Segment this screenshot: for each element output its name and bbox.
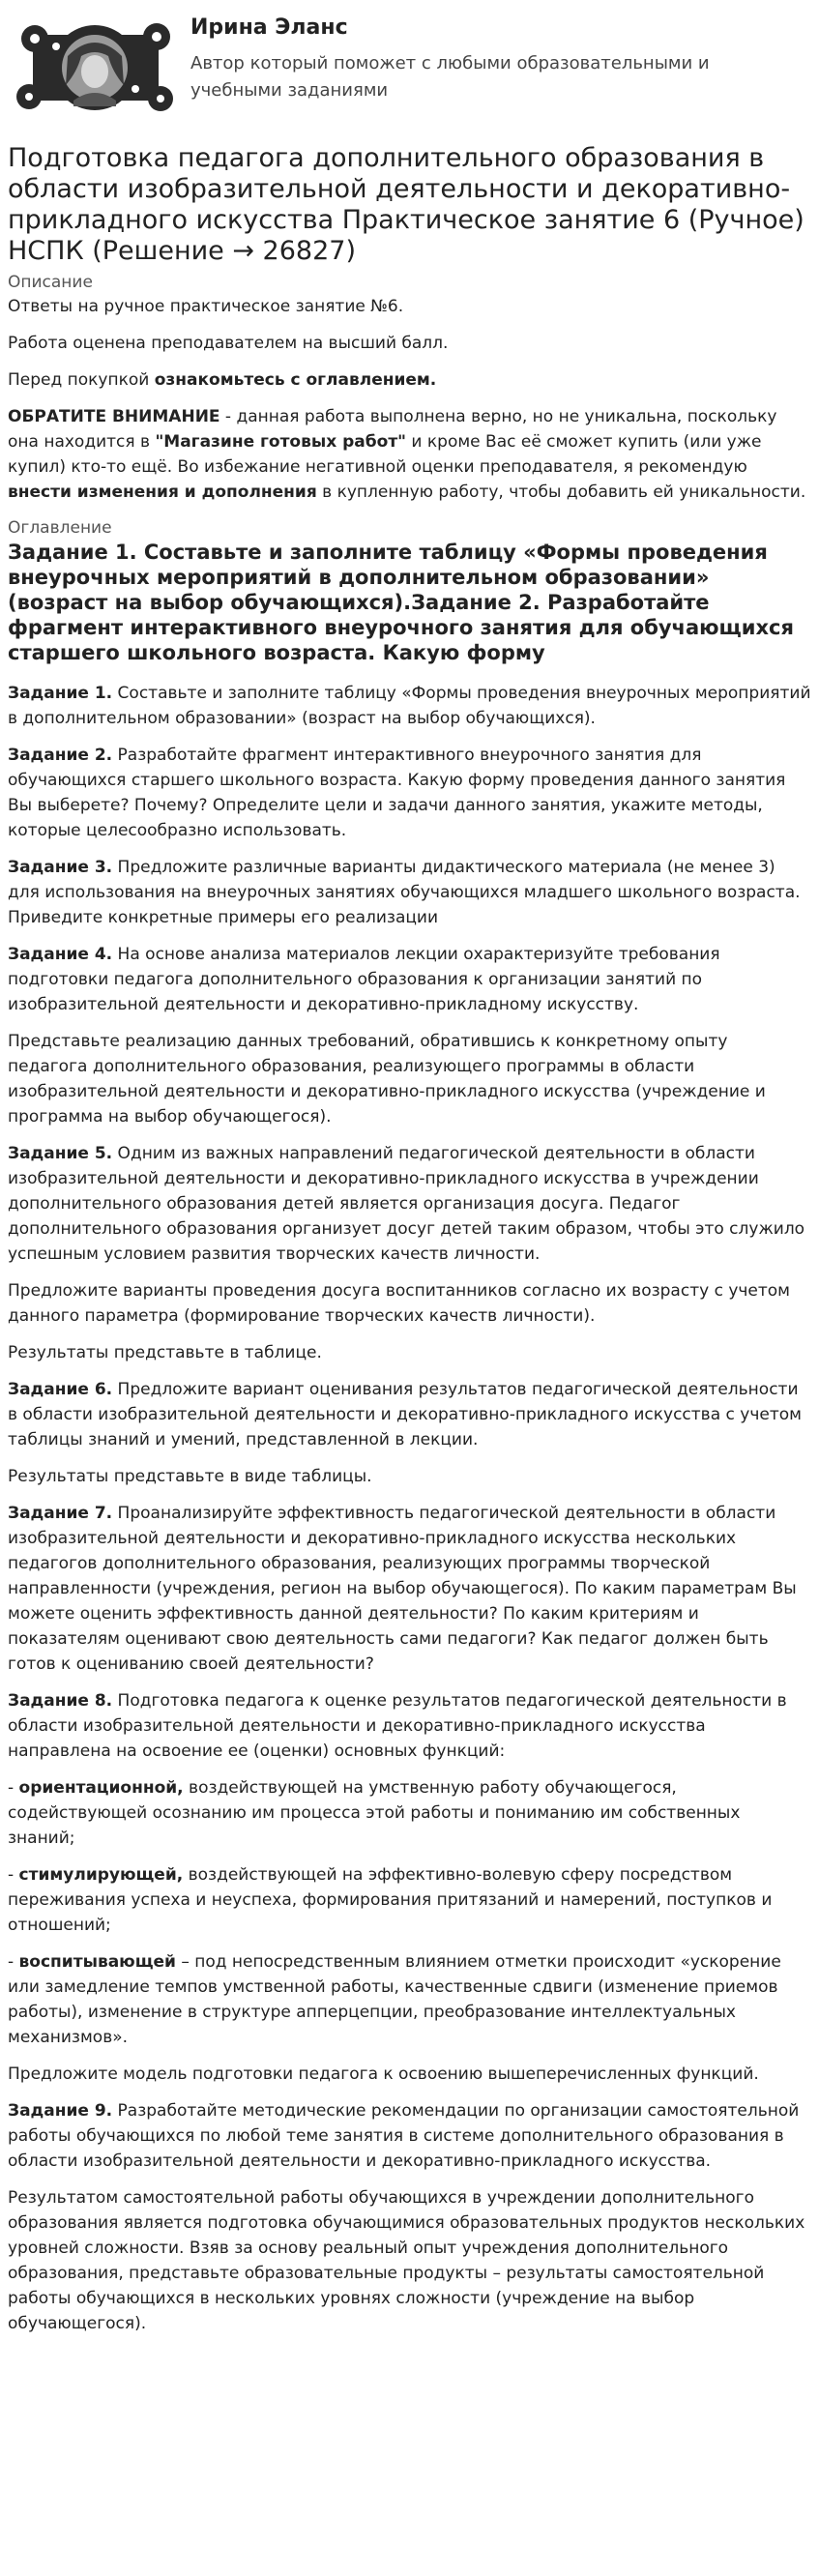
page-title: Подготовка педагога дополнительного образования в области изобразительной деятельности и декоративно-прикладного искусства Практическое занятие 6 (Ручное) НСПК (Решение → 26827) — [8, 143, 804, 266]
task-paragraph: Предложите модель подготовки педагога к освоению вышеперечисленных функций. — [8, 2064, 759, 2084]
task-paragraph — [8, 743, 811, 843]
task-label: Задание 1. — [8, 684, 113, 703]
toc-heading: Задание 1. Составьте и заполните таблицу «Формы проведения внеурочных мероприятий в дополнительном образовании» (возраст на выбор обучающихся).Задание 2. Разработайте фрагмент интерактивного внеурочного занятия для обучающихся старшего школьного возраста. Какую форму — [8, 541, 794, 664]
task-text: Подготовка педагога к оценке результатов педагогической деятельности в области изобразительной деятельности и декоративно-прикладного искусства направлена на освоение ее (оценки) основных функций: — [8, 1691, 787, 1761]
task-label: Задание 5. — [8, 1144, 113, 1163]
author-card[interactable] — [8, 0, 811, 135]
task-text: На основе анализа материалов лекции охарактеризуйте требования подготовки педагога дополнительного образования к организации занятий по изобразительной деятельности и декоративно-прикладному искусству. — [8, 945, 720, 1014]
text: – под непосредственным влиянием отметки происходит «ускорение или замедление темпов умственной работы, качественные сдвиги (изменение приемов работы), изменение в структуре апперцепции, преобразование интеллектуальных механизмов». — [8, 1952, 781, 2047]
bold-text: внести изменения и дополнения — [8, 483, 317, 502]
task-label: Задание 7. — [8, 1504, 113, 1523]
text: и кроме Вас её сможет купить (или уже купил) кто-то ещё. Во избежание негативной оценки преподавателя, я рекомендую — [8, 432, 762, 477]
description-line: Ответы на ручное практическое занятие №6. — [8, 297, 404, 316]
task-paragraph — [8, 1141, 811, 1267]
task-paragraph — [8, 1377, 811, 1452]
task-paragraph — [8, 855, 811, 930]
author-bio: Автор который поможет с любыми образовательными и учебными заданиями — [190, 53, 710, 101]
task-text: Разработайте фрагмент интерактивного внеурочного занятия для обучающихся старшего школьного возраста. Какую форму проведения данного занятия Вы выберете? Почему? Определите цели и задачи данного занятия, укажите методы, которые целесообразно использовать. — [8, 746, 786, 840]
task-label: Задание 4. — [8, 945, 113, 964]
task-paragraph — [8, 1501, 811, 1677]
task-text: Проанализируйте эффективность педагогической деятельности в области изобразительной деятельности и декоративно-прикладного искусства нескольких педагогов дополнительного образования, реализующих программы творческой направленности (учреждения, регион на выбор обучающегося). По каким параметрам Вы можете оценить эффективность данной деятельности? По каким критериям и показателям оценивают свою деятельность сами педагоги? Как педагог должен быть готов к оцениванию своей деятельности? — [8, 1504, 797, 1674]
text: в купленную работу, чтобы добавить ей уникальности. — [316, 483, 806, 502]
function-item — [8, 1949, 811, 2050]
author-avatar[interactable] — [15, 17, 175, 118]
text: воздействующей на умственную работу обучающегося, содействующей осознанию им процесса этой работы и пониманию им собственных знаний; — [8, 1778, 741, 1848]
task-text: Предложите различные варианты дидактического материала (не менее 3) для использования на внеурочных занятиях обучающихся младшего школьного возраста. Приведите конкретные примеры его реализации — [8, 858, 801, 927]
task-paragraph — [8, 681, 811, 731]
bold-text: ознакомьтесь с оглавлением. — [154, 370, 437, 390]
task-paragraph: Результаты представьте в виде таблицы. — [8, 1467, 372, 1486]
shop-name: "Магазине готовых работ" — [155, 432, 407, 452]
task-paragraph: Предложите варианты проведения досуга воспитанников согласно их возрасту с учетом данного параметра (формирование творческих качеств личности). — [8, 1281, 791, 1326]
task-paragraph: Представьте реализацию данных требований, обратившись к конкретному опыту педагога дополнительного образования, реализующего программы в области изобразительной деятельности и декоративно-прикладного искусства (учреждение и программа на выбор обучающегося). — [8, 1032, 766, 1127]
task-paragraph: Результатом самостоятельной работы обучающихся в учреждении дополнительного образования является подготовка обучающимися образовательных продуктов нескольких уровней сложности. Взяв за основу реальный опыт учреждения дополнительного образования, представьте образовательные продукты – результаты самостоятельной работы обучающихся в нескольких уровнях сложности (учреждение на выбор обучающегося). — [8, 2188, 805, 2333]
task-paragraph — [8, 1688, 811, 1764]
function-name: ориентационной, — [18, 1778, 184, 1798]
task-text: Одним из важных направлений педагогической деятельности в области изобразительной деятельности и декоративно-прикладного искусства в учреждении дополнительного образования детей является организация досуга. Педагог дополнительного образования организует досуг детей таким образом, чтобы это служило успешным условием развития творческих качеств личности. — [8, 1144, 805, 1264]
function-item — [8, 1862, 811, 1938]
description-label: Описание — [8, 273, 93, 292]
function-name: стимулирующей, — [18, 1865, 184, 1885]
toc-label: Оглавление — [8, 518, 112, 538]
text: - — [8, 1952, 19, 1972]
task-paragraph: Результаты представьте в таблице. — [8, 1343, 322, 1362]
task-label: Задание 8. — [8, 1691, 113, 1711]
task-label: Задание 9. — [8, 2101, 113, 2121]
author-name[interactable]: Ирина Эланс — [190, 15, 348, 40]
text: - — [8, 1778, 19, 1798]
task-text: Предложите вариант оценивания результатов педагогической деятельности в области изобразительной деятельности и декоративно-прикладного искусства с учетом таблицы знаний и умений, представленной в лекции. — [8, 1380, 802, 1449]
notice-bold: ОБРАТИТЕ ВНИМАНИЕ — [8, 407, 220, 426]
notice-paragraph — [8, 404, 811, 505]
task-label: Задание 6. — [8, 1380, 113, 1399]
text: воздействующей на эффективно-волевую сферу посредством переживания успеха и неуспеха, формирования притязаний и намерений, поступков и отношений; — [8, 1865, 773, 1935]
description-line: Работа оценена преподавателем на высший балл. — [8, 334, 449, 353]
text: - данная работа выполнена верно, но не уникальна, поскольку она находится в — [8, 407, 777, 452]
task-label: Задание 3. — [8, 858, 113, 877]
function-item — [8, 1775, 811, 1851]
task-label: Задание 2. — [8, 746, 113, 765]
task-paragraph — [8, 2098, 811, 2174]
text: - — [8, 1865, 19, 1885]
function-name: воспитывающей — [18, 1952, 176, 1972]
task-text: Составьте и заполните таблицу «Формы проведения внеурочных мероприятий в дополнительном образовании» (возраст на выбор обучающихся). — [8, 684, 811, 728]
task-text: Разработайте методические рекомендации по организации самостоятельной работы обучающихся по любой теме занятия в системе дополнительного образования в области изобразительной деятельности и декоративно-прикладного искусства. — [8, 2101, 800, 2171]
text: Перед покупкой — [8, 370, 155, 390]
description-line — [8, 367, 811, 393]
task-paragraph — [8, 942, 811, 1017]
